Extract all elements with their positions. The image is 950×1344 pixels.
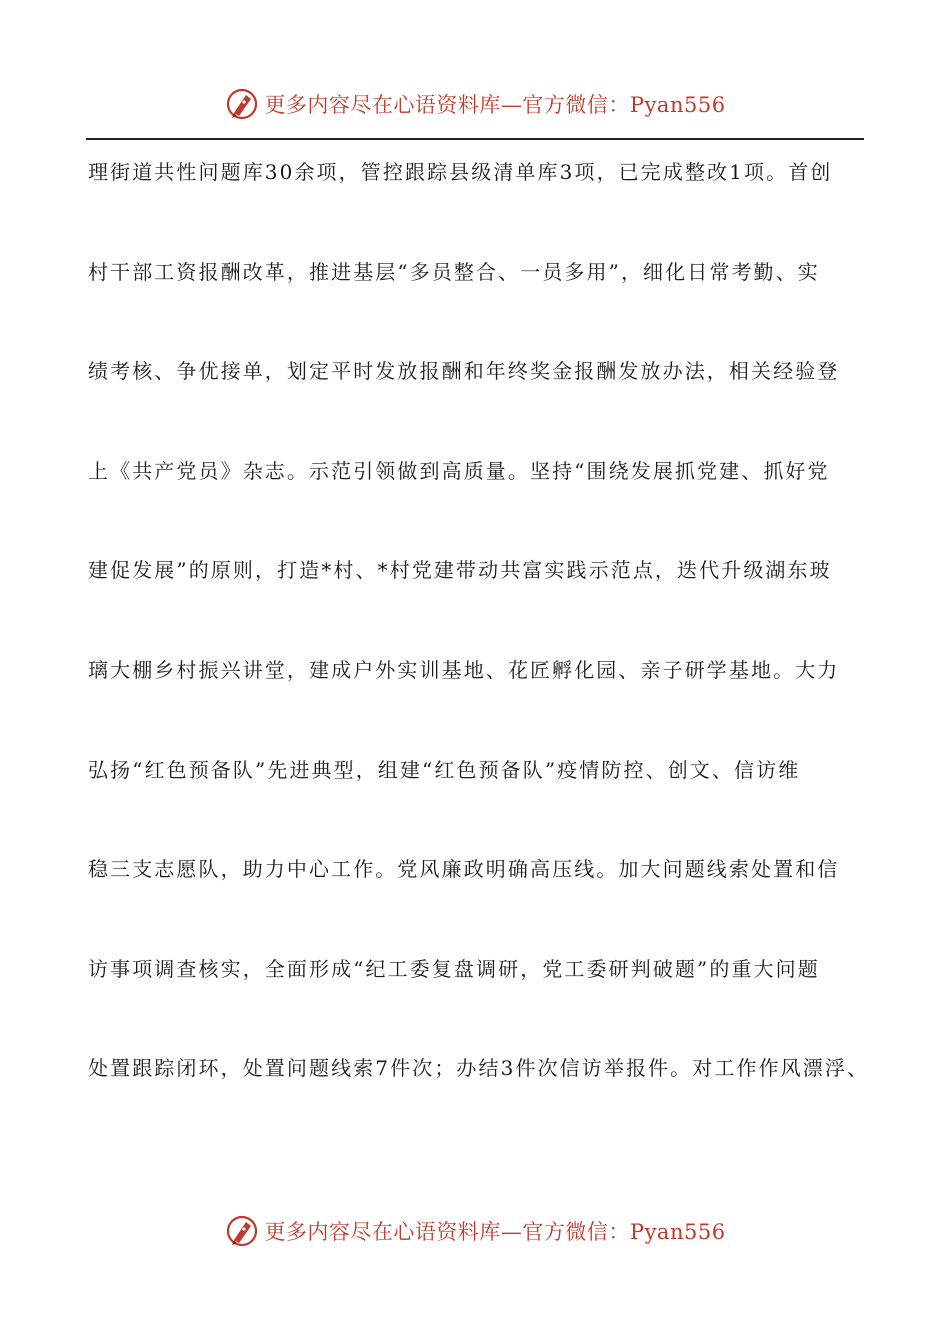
footer-watermark-text: 更多内容尽在心语资料库—官方微信：Pyan556 xyxy=(264,1220,726,1244)
body-line: 璃大棚乡村振兴讲堂，建成户外实训基地、花匠孵化园、亲子研学基地。大力 xyxy=(88,657,840,682)
body-line: 访事项调查核实，全面形成“纪工委复盘调研，党工委研判破题”的重大问题 xyxy=(88,956,820,981)
pen-nib-logo-icon xyxy=(224,86,260,122)
body-line: 上《共产党员》杂志。示范引领做到高质量。坚持“围绕发展抓党建、抓好党 xyxy=(88,458,830,483)
body-line: 绩考核、争优接单，划定平时发放报酬和年终奖金报酬发放办法，相关经验登 xyxy=(88,359,840,384)
pen-nib-logo-icon xyxy=(224,1213,260,1249)
header-divider xyxy=(86,138,864,140)
header-watermark-text: 更多内容尽在心语资料库—官方微信：Pyan556 xyxy=(264,93,726,117)
header-watermark xyxy=(0,84,950,124)
body-line: 村干部工资报酬改革，推进基层“多员整合、一员多用”，细化日常考勤、实 xyxy=(88,259,820,284)
document-body xyxy=(88,150,870,1146)
body-line: 弘扬“红色预备队”先进典型，组建“红色预备队”疫情防控、创文、信访维 xyxy=(88,757,801,782)
body-line: 建促发展”的原则，打造*村、*村党建带动共富实践示范点，迭代升级湖东玻 xyxy=(88,558,832,583)
body-line: 处置跟踪闭环，处置问题线索7件次；办结3件次信访举报件。对工作作风漂浮、 xyxy=(88,1056,870,1081)
footer-watermark xyxy=(0,1211,950,1251)
body-line: 稳三支志愿队，助力中心工作。党风廉政明确高压线。加大问题线索处置和信 xyxy=(88,857,840,882)
body-line: 理街道共性问题库30余项，管控跟踪县级清单库3项，已完成整改1项。首创 xyxy=(88,160,833,184)
